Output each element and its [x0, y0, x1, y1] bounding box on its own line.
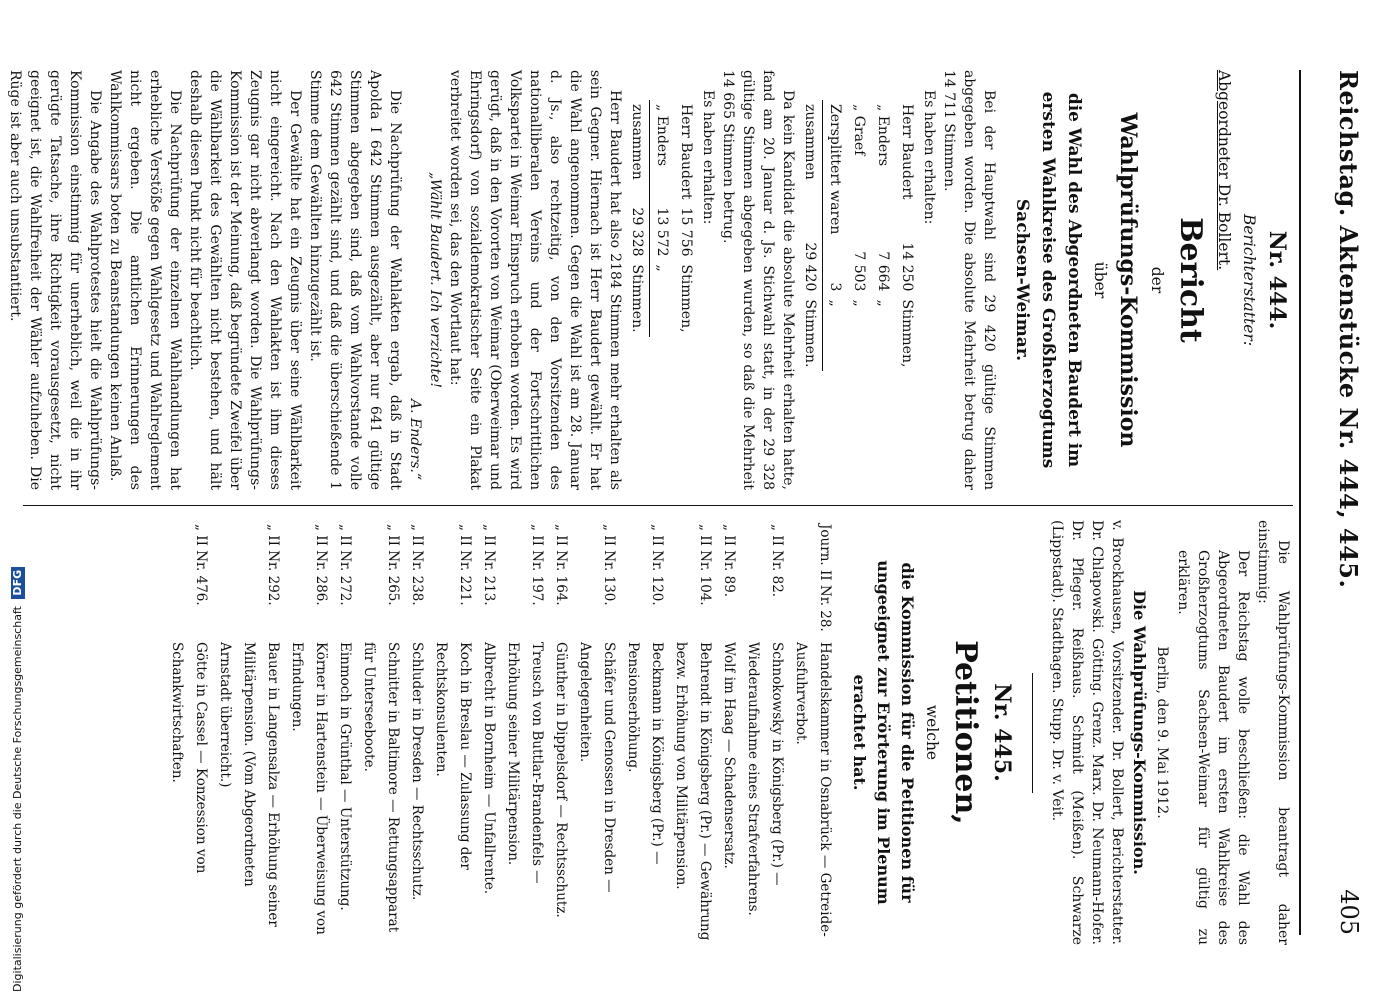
petition-reference: „ II Nr. 292. [265, 524, 281, 606]
rapporteur-label: Berichterstatter: [1240, 213, 1258, 347]
petition-row [741, 520, 789, 945]
petition-subject: Götte in Cassel — Konzession von Schankwirtschaften. [169, 642, 209, 874]
petition-row [501, 520, 549, 945]
vote-count: 15 756 [678, 207, 694, 257]
paragraph-recount: Die Nachprüfung der Wahlakten ergab, daß in Stadt Apolda I 642 Stimmen ausgezählt, aber nur 641 gültige Stimmen abgegeben sind, daß vom Wahlvorstande volle 642 Stimmen gezählt sind, und daß die überschießende 1 Stimme dem Gewählten hinzugezählt ist. [307, 70, 403, 490]
section-separator [1032, 673, 1033, 793]
word-ueber: über [1091, 261, 1109, 299]
vote-count: 7 503 [851, 251, 867, 292]
petition-reference: „ II Nr. 120. [649, 524, 665, 606]
commission-members: v. Brockhausen, Vorsitzender. Dr. Bollert, Berichterstatter. Dr. Chlapowski. Götting. Grenz. Marx. Dr. Neumann-Hofer. Dr. Pfleger. Reißhaus. Schmidt (Meißen). Schwarze (Lippstadt). Stadthagen. Stupp. Dr. v. Veit. [1049, 520, 1125, 945]
page-header [1313, 0, 1383, 1000]
vote-count: 7 664 [875, 251, 891, 292]
petition-subject: Behrendt in Königsberg (Pr.) — Gewährung bezw. Erhöhung von Militärpension. [673, 642, 713, 941]
funding-note: Digitalisierung gefördert durch die Deutsche Forschungsgemeinschaft [11, 606, 24, 992]
petition-row [573, 520, 621, 945]
header-rule [1299, 70, 1301, 935]
petition-reference: Journ. II Nr. 28. [817, 524, 833, 632]
petition-row [789, 520, 837, 945]
resolution-text: Der Reichstag wolle beschließen: die Wahl des Abgeordneten Baudert im ersten Wahlkreise des Großherzogtums Sachsen-Weimar für gültig zu erklären. [1175, 550, 1251, 945]
vote-row [895, 100, 919, 371]
petition-row [549, 520, 573, 945]
petitions-list [165, 520, 837, 945]
paragraph-received-2: Es haben erhalten: [700, 90, 716, 225]
candidate-name: Zersplittert waren [827, 104, 843, 235]
placard-signature: A. Enders.“ [407, 399, 423, 480]
petition-subject: Körner in Hartenstein — Überweisung von Erfindungen. [289, 642, 329, 935]
vote-unit: „ [875, 299, 891, 307]
word-der: der [1148, 266, 1166, 294]
candidate-name: „ Enders [875, 104, 891, 167]
vote-unit: Stimmen, [899, 299, 915, 368]
vote-unit: „ [654, 264, 670, 272]
petition-subject: Schnokowsky in Königsberg (Pr.) — Wiederaufnahme eines Strafverfahrens. [745, 642, 785, 916]
vote-unit: „ [827, 299, 843, 307]
petition-row [405, 520, 429, 945]
petition-reference: „ II Nr. 164. [553, 524, 569, 606]
vote-count: 14 250 [899, 242, 915, 292]
rapporteur: Abgeordneter Dr. Bollert. [1215, 70, 1233, 271]
vote-count: 13 572 [654, 207, 670, 257]
date-line: Berlin, den 9. Mai 1912. [1154, 646, 1170, 819]
petition-reference: „ II Nr. 221. [457, 524, 473, 606]
candidate-name: Herr Baudert [678, 104, 694, 200]
petition-reference: „ II Nr. 89. [721, 524, 737, 598]
report-subject: die Wahl des Abgeordneten Baudert im ersten Wahlkreise des Großherzogtums Sachsen-Weimar. [1012, 91, 1084, 469]
petitions-title: Petitionen, [948, 640, 983, 825]
paragraph-conclusion: Die Angabe des Wahlprotestes hielt die Wahlprüfungs-Kommission einstimmig für unerheblich, weil die in ihr gerügte Tatsache, ihre Richtigkeit vorausgesetzt, nicht geeignet ist, die Wahlfreiheit der Wähler aufzuheben. Die Rüge ist aber auch unsubstantiiert. [7, 70, 103, 490]
petition-reference: „ II Nr. 104. [697, 524, 713, 606]
petition-row [669, 520, 717, 945]
paragraph-eligibility: Der Gewählte hat ein Zeugnis über seine Wählbarkeit nicht eingereicht. Nach den Wahlakten ist ihm dieses Zeugnis gar nicht abverlangt worden. Die Wahlprüfungs-Kommission ist der Meinung, daß begründete Zweifel über die Wählbarkeit des Gewählten nicht bestehen, und hält deshalb diesen Punkt nicht für beachtlich. [187, 70, 303, 490]
commission-name: Wahlprüfungs-Kommission [1115, 112, 1141, 448]
petition-row [429, 520, 477, 945]
dfg-logo: DFG [11, 567, 25, 599]
signing-commission: Die Wahlprüfungs-Kommission. [1130, 590, 1149, 875]
petition-subject: Günther in Dippelsdorf — Rechtsschutz. [553, 642, 569, 918]
petition-reference: „ II Nr. 197. [529, 524, 545, 606]
petition-subject: Treusch von Buttlar-Brandenfels — Erhöhung seiner Militärpension. [505, 642, 545, 884]
votes-runoff [625, 100, 698, 337]
page-number: 405 [1335, 889, 1363, 935]
petition-subject: Schäfer und Genossen in Dresden — Angelegenheiten. [577, 642, 617, 893]
petition-row [333, 520, 357, 945]
votes-main-election [798, 100, 919, 371]
petition-row [165, 520, 213, 945]
petition-reference: „ II Nr. 82. [769, 524, 785, 598]
paragraph-runoff: Da kein Kandidat die absolute Mehrheit erhalten hatte, fand am 20. Januar d. Js. Stichwahl statt, in der 29 328 gültige Stimmen abgegeben wurden, so daß die Mehrheit 14 665 Stimmen betrug. [720, 70, 796, 490]
petition-reference: „ II Nr. 476. [193, 524, 209, 606]
petition-reference: „ II Nr. 238. [409, 524, 425, 606]
petition-subject: Beckmann in Königsberg (Pr.) — Pensionserhöhung. [625, 642, 665, 865]
paragraph-motion: Die Wahlprüfungs-Kommission beantragt daher einstimmig: [1255, 520, 1291, 945]
running-head: Reichstag. Aktenstücke Nr. 444, 445. [1334, 70, 1363, 589]
petition-row [621, 520, 669, 945]
vote-count: 3 [827, 282, 843, 292]
vote-row [650, 100, 675, 337]
vote-row [871, 100, 895, 371]
petition-subject: Schluder in Dresden — Rechtsschutz. [409, 642, 425, 901]
paragraph-main-election: Bei der Hauptwahl sind 29 420 gültige Stimmen abgegeben worden. Die absolute Mehrheit betrug daher 14 711 Stimmen. [941, 70, 997, 490]
candidate-name: „ Enders [654, 104, 670, 167]
petition-subject: Albrecht in Bornheim — Unfallrente. [481, 642, 497, 895]
petition-row [717, 520, 741, 945]
petition-subject: Wolf im Haag — Schadensersatz. [721, 642, 737, 869]
candidate-name: „ Graef [851, 104, 867, 156]
document-number: Nr. 444. [1264, 230, 1290, 330]
left-column [5, 70, 1293, 490]
vote-row [674, 100, 698, 337]
word-welche: welche [923, 704, 941, 761]
petition-row [285, 520, 333, 945]
vote-unit: „ [851, 299, 867, 307]
petition-row [357, 520, 405, 945]
paragraph-objection: Herr Baudert hat also 2184 Stimmen mehr erhalten als sein Gegner. Hiernach ist Herr Baudert gewählt. Er hat die Wahl angenommen. Gegen die Wahl ist am 28. Januar d. Js., also rechtzeitig, von den Vorsitzenden des nationalliberalen Vereins und der Fortschrittlichen Volkspartei in Weimar Einspruch erhoben worden. Es wird gerügt, daß in den Vororten von Weimar (Oberweimar und Ehringsdorf) von sozialdemokratischer Seite ein Plakat verbreitet worden sei, das den Wortlaut hat: [447, 70, 623, 490]
petition-reference: „ II Nr. 265. [385, 524, 401, 606]
votes-main-total: zusammen 29 420 Stimmen. [798, 100, 823, 371]
petition-reference: „ II Nr. 213. [481, 524, 497, 606]
vote-row [847, 100, 871, 371]
right-column [165, 520, 1293, 945]
side-note [0, 0, 28, 1000]
petition-reference: „ II Nr. 272. [337, 524, 353, 606]
petition-reference: „ II Nr. 130. [601, 524, 617, 606]
petition-reference: „ II Nr. 286. [313, 524, 329, 606]
paragraph-received: Es haben erhalten: [921, 90, 937, 225]
petition-subject: Koch in Breslau — Zulassung der Rechtskonsulenten. [433, 642, 473, 870]
petitions-intro: die Kommission für die Petitionen für ungeeignet zur Erörterung im Plenum erachtet hat. [850, 560, 917, 905]
candidate-name: Herr Baudert [899, 104, 915, 200]
petition-row [213, 520, 285, 945]
column-divider [23, 505, 1293, 506]
petition-subject: Einmoch in Grünthal — Unterstützung. [337, 642, 353, 911]
placard-quote: „Wählt Baudert. Ich verzichte! [427, 172, 443, 388]
document-number-445: Nr. 445. [989, 683, 1015, 782]
petition-subject: Handelskammer in Osnabrück — Getreide-Ausfuhrverbot. [793, 642, 833, 937]
report-title: Bericht [1173, 217, 1208, 343]
paragraph-procedure: Die Nachprüfung der einzelnen Wahlhandlungen hat erhebliche Verstöße gegen Wahlgesetz und Wahlreglement nicht ergeben. Die amtlichen Erinnerungen des Wahlkommissars boten zu Beanstandungen keinen Anlaß. [107, 70, 183, 490]
petition-subject: Schnitter in Baltimore — Rettungsapparat für Unterseeboote. [361, 642, 401, 933]
petition-subject: Bauer in Langensalza — Erhöhung seiner Militärpension. (Vom Abgeordneten Arnstadt überreicht.) [217, 642, 281, 927]
vote-row [823, 100, 848, 371]
petition-row [477, 520, 501, 945]
votes-runoff-total: zusammen 29 328 Stimmen. [625, 100, 650, 337]
vote-unit: Stimmen, [678, 264, 694, 333]
